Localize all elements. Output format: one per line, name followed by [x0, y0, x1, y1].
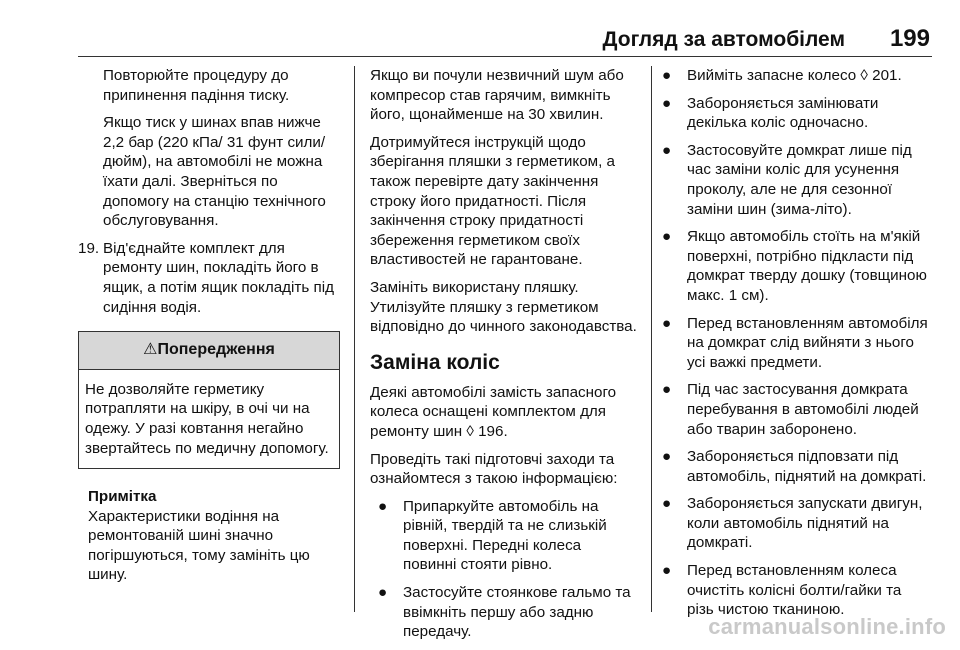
paragraph: Якщо тиск у шинах впав нижче 2,2 бар (220 кПа/ 31 фунт сили/дюйм), на автомобілі не можна їхати далі. Зверніться по допомогу на станцію технічного обслуговування.	[103, 114, 326, 230]
warning-title: Попередження	[157, 341, 275, 359]
bullet-icon: ●	[662, 67, 672, 84]
paragraph: Замініть використану пляшку. Утилізуйте пляшку з герметиком відповідно до чинного законодавства.	[370, 278, 637, 336]
bullet-icon: ●	[662, 562, 672, 580]
warning-icon: ⚠	[143, 341, 158, 359]
list-item	[662, 561, 932, 620]
list-item-text: Забороняється замінювати декілька коліс одночасно.	[687, 94, 879, 132]
bullet-icon: ●	[662, 381, 672, 399]
paragraph: Якщо ви почули незвичний шум або компресор став гарячим, вимкніть його, щонайменше на 30 хвилин.	[370, 67, 624, 124]
page-header	[0, 0, 960, 58]
paragraph: Проведіть такі підготовчі заходи та ознайомтеся з такою інформацією:	[370, 450, 618, 488]
note-block	[78, 487, 340, 585]
list-item	[662, 380, 932, 439]
page-title: Догляд за автомобілем	[602, 28, 845, 51]
list-item-text: Забороняється запускати двигун, коли автомобіль піднятий на домкраті.	[687, 495, 923, 552]
list-item-text: Припаркуйте автомобіль на рівній, твердій та не слизькій поверхні. Передні колеса повинні стояти рівно.	[403, 497, 607, 574]
list-item-text: Перед встановленням автомобіля на домкрат слід вийняти з нього усі важкі предмети.	[687, 314, 928, 371]
list-item	[662, 94, 932, 133]
bullet-list	[370, 497, 638, 642]
column-divider	[354, 66, 355, 612]
paragraph: Дотримуйтеся інструкцій щодо зберігання пляшки з герметиком, а також перевірте дату закінчення строку його придатності. Після закінчення строку придатності збереження герметиком своїх властивостей не гарантоване.	[370, 133, 615, 269]
step-19	[78, 239, 340, 317]
list-item-text: Забороняється підповзати під автомобіль, піднятий на домкраті.	[687, 448, 927, 485]
watermark: carmanualsonline.info	[708, 614, 946, 639]
list-item	[370, 497, 638, 575]
column-middle	[370, 66, 638, 650]
step-number: 19.	[78, 239, 100, 257]
list-item	[662, 141, 932, 219]
list-item-text: Застосовуйте домкрат лише під час заміни коліс для усунення проколу, але не для сезонної заміни шин (зима-літо).	[687, 141, 912, 218]
list-item	[370, 583, 638, 642]
bullet-icon: ●	[378, 497, 388, 515]
list-item	[662, 66, 932, 86]
list-item	[662, 494, 932, 553]
bullet-icon: ●	[662, 314, 672, 332]
note-title: Примітка	[88, 488, 157, 506]
paragraph: Деякі автомобілі замість запасного колеса оснащені комплектом для ремонту шин ◊ 196.	[370, 383, 617, 440]
step-text: Від'єднайте комплект для ремонту шин, покладіть його в ящик, а потім ящик покладіть під сидіння водія.	[103, 239, 334, 316]
warning-body: Не дозволяйте герметику потрапляти на шкіру, в очі чи на одежу. У разі ковтання негайно звертайтесь по медичну допомогу.	[85, 380, 329, 457]
header-divider	[78, 56, 932, 57]
bullet-icon: ●	[662, 448, 672, 466]
section-title: Заміна коліс	[370, 350, 500, 374]
list-item-text: Застосуйте стоянкове гальмо та ввімкніть першу або задню передачу.	[403, 584, 631, 641]
column-left	[78, 66, 340, 585]
list-item-text: Вийміть запасне колесо ◊ 201.	[687, 67, 902, 84]
list-item-text: Під час застосування домкрата перебування в автомобілі людей або тварин заборонено.	[687, 381, 919, 438]
paragraph: Повторюйте процедуру до припинення падіння тиску.	[103, 67, 290, 104]
bullet-icon: ●	[662, 94, 672, 112]
bullet-icon: ●	[662, 141, 672, 159]
warning-box	[78, 331, 340, 469]
bullet-icon: ●	[662, 495, 672, 513]
page-number: 199	[889, 25, 930, 52]
list-item	[662, 227, 932, 305]
column-right	[662, 66, 932, 628]
list-item	[662, 447, 932, 486]
bullet-list	[662, 66, 932, 620]
bullet-icon: ●	[662, 228, 672, 246]
list-item-text: Якщо автомобіль стоїть на м'якій поверхні, потрібно підкласти під домкрат тверду дошку (товщиною макс. 1 см).	[687, 228, 927, 304]
note-body: Характеристики водіння на ремонтованій шині значно погіршуються, тому замініть цю шину.	[88, 507, 310, 584]
warning-header	[79, 332, 339, 370]
bullet-icon: ●	[378, 584, 388, 602]
column-divider	[651, 66, 652, 612]
list-item-text: Перед встановленням колеса очистіть колісні болти/гайки та різь чистою тканиною.	[687, 562, 902, 619]
list-item	[662, 314, 932, 373]
